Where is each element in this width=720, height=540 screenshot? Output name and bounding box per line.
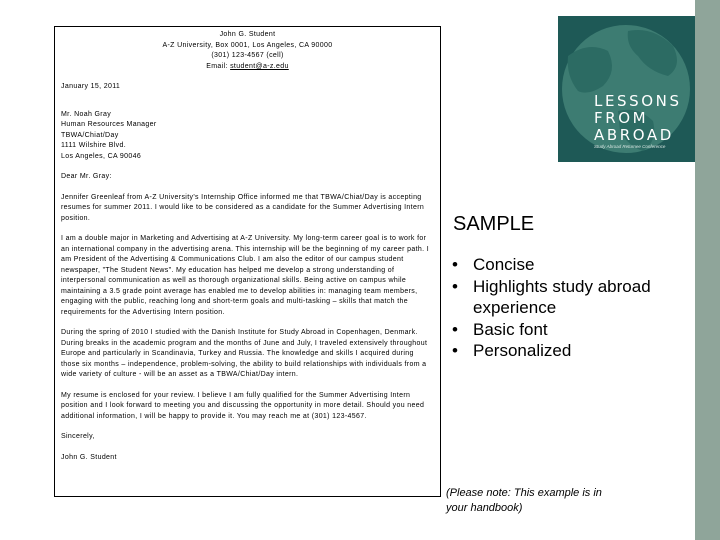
logo-line-3: ABROAD [594, 126, 674, 144]
letter-date: January 15, 2011 [61, 83, 121, 90]
recipient-line: TBWA/Chiat/Day [61, 131, 119, 139]
salutation: Dear Mr. Gray: [61, 173, 112, 180]
bullet-item: • Highlights study abroad experience [450, 276, 690, 319]
recipient-line: Mr. Noah Gray [61, 110, 112, 118]
closing: Sincerely, [61, 433, 95, 440]
bullet-item: • Basic font [450, 319, 690, 341]
paragraph-closing: My resume is enclosed for your review. I believe I am fully qualified for the Summer Advertising Intern position and I look forward to meeting you and discussing the opportunity in more detail. Should you need additional information, I will be happy to provide it. You may reach me at (301) 123-4567. [61, 391, 425, 420]
bullet-item: • Personalized [450, 340, 690, 362]
sender-address: A-Z University, Box 0001, Los Angeles, CA 90000 [162, 41, 333, 49]
bullet-item: • Concise [450, 254, 690, 276]
sender-name: John G. Student [219, 31, 276, 38]
sample-bullet-list [450, 254, 690, 362]
paragraph-intro: Jennifer Greenleaf from A-Z University's Internship Office informed me that TBWA/Chiat/Day is accepting resumes for summer 2011. I would like to be considered as a candidate for the Summer Advertising Intern position. [61, 193, 425, 222]
email-label: Email: [206, 62, 231, 70]
logo-line-1: LESSONS [594, 92, 682, 110]
logo-line-2: FROM [594, 109, 649, 127]
handbook-note: (Please note: This example is in your handbook) [446, 487, 602, 514]
right-sidebar-bar [695, 0, 720, 540]
recipient-block [61, 110, 434, 163]
email-link[interactable]: student@a-z.edu [230, 62, 289, 70]
paragraph-study-abroad: During the spring of 2010 I studied with the Danish Institute for Study Abroad in Copenhagen, Denmark. During breaks in the academic program and the months of June and July, I traveled extensively throughout Europe and particularly in Scandinavia, Turkey and Russia. The knowledge and skills I acquired during those six months – independence, problem-solving, the ability to build relationships with individuals from a wide variety of culture - will be an asset as a TBWA/Chiat/Day intern. [61, 329, 428, 378]
sender-email [61, 62, 434, 73]
recipient-line: 1111 Wilshire Blvd. [61, 142, 127, 149]
sender-phone: (301) 123-4567 (cell) [211, 52, 284, 59]
sample-title: SAMPLE [453, 213, 535, 235]
signature: John G. Student [61, 453, 117, 461]
recipient-line: Los Angeles, CA 90046 [61, 152, 142, 160]
lessons-from-abroad-logo [558, 16, 695, 162]
sample-panel [450, 213, 690, 362]
logo-tagline: Study Abroad Returnee Conference [594, 144, 666, 149]
cover-letter [54, 26, 441, 497]
paragraph-education: I am a double major in Marketing and Advertising at A-Z University. My long-term career goal is to work for an international company in the advertising arena. This internship will be the beginning of my career path. I am President of the Advertising & Communications Club. I am also the editor of our campus student newspaper, "The Student News". My education has helped me develop a strong understanding of interpersonal communication as well as thorough organizational skills. Being active on campus while maintaining a 3.5 grade point average has enabled me to develop abilities in: managing team members, engaging with the public, reaching long and short-term goals and multi-tasking – skills that match the requirements for the Advertising Intern position. [61, 235, 429, 316]
recipient-line: Human Resources Manager [61, 121, 157, 128]
